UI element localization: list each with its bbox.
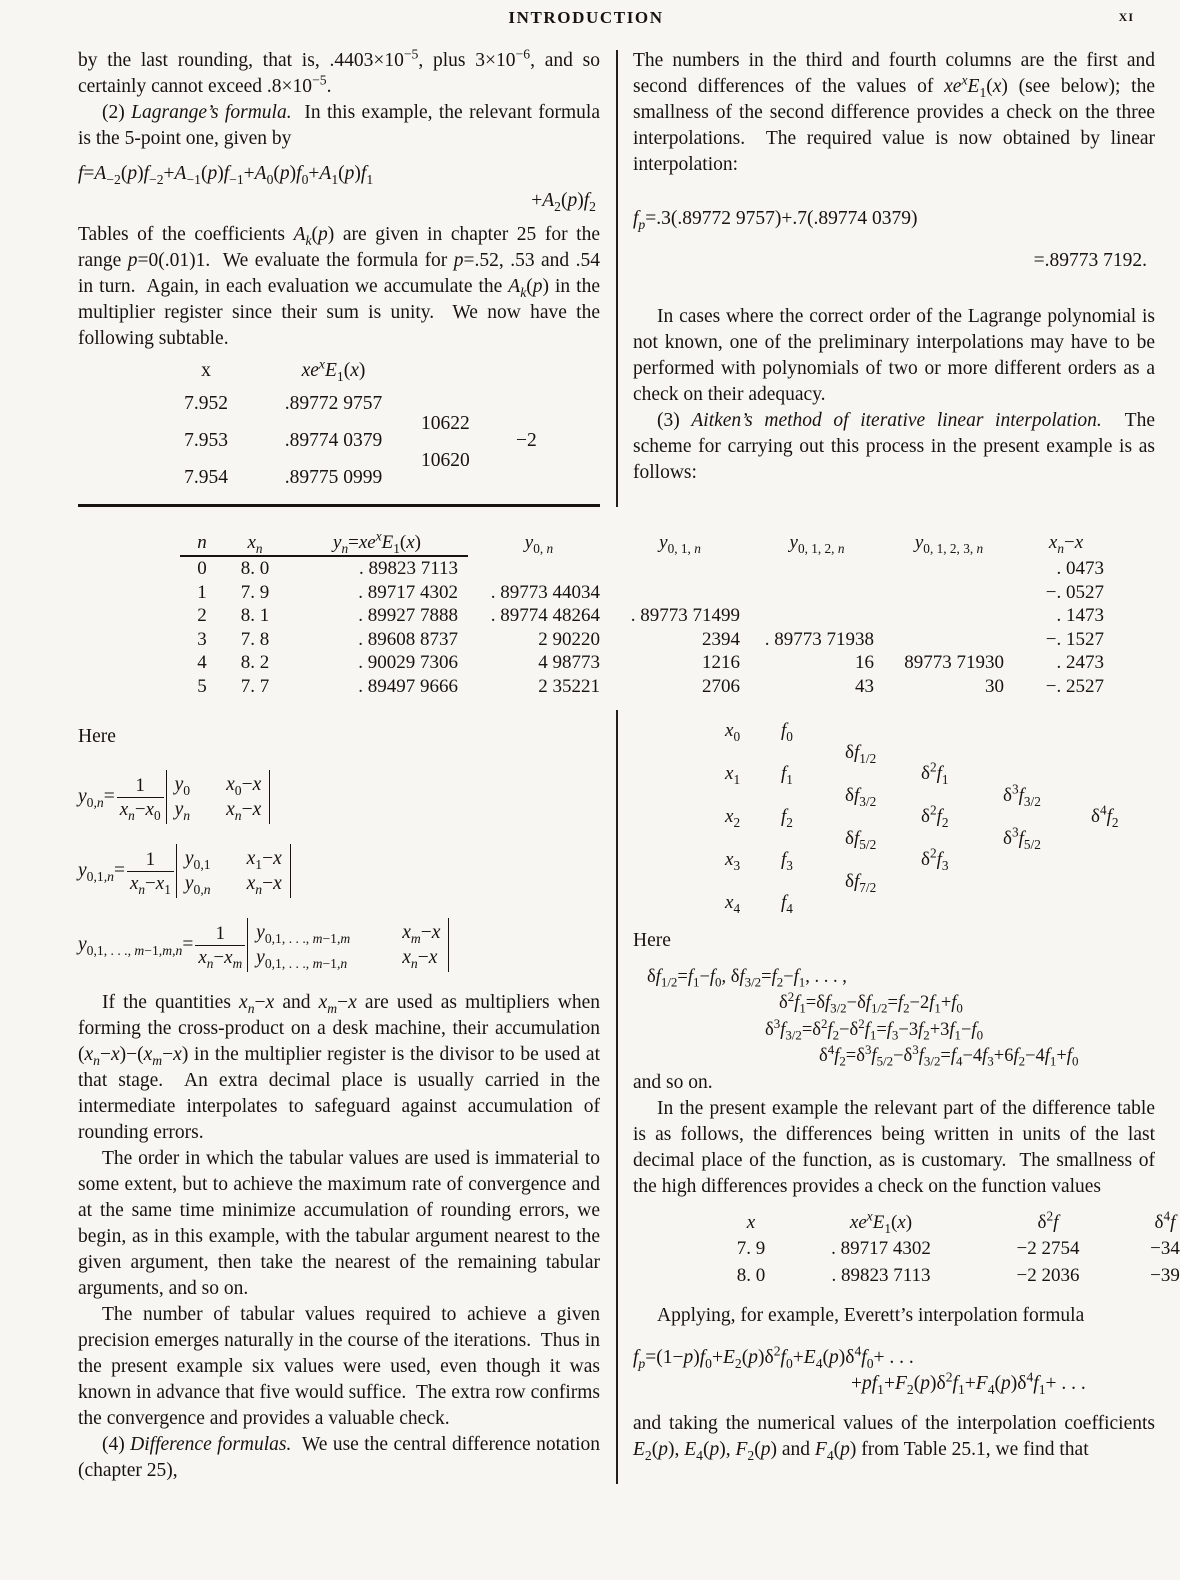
- table-cell: 1: [197, 581, 207, 603]
- table-cell: −39: [1150, 1264, 1180, 1286]
- determinant: [247, 918, 449, 972]
- diagram-item: $\delta^3f_{5/2}$: [1003, 824, 1041, 852]
- table-cell: 89773 71930: [904, 652, 1004, 673]
- fraction: [117, 774, 164, 821]
- fraction-numerator: 1: [135, 774, 145, 796]
- table-header-cell: $y_n=xe^xE_1(x)$: [286, 531, 468, 558]
- column-divider: [616, 50, 618, 507]
- det-cell: $y_{0,1, . . ., m-1,n}$: [256, 947, 348, 971]
- table-header-cell: $x_n$: [224, 531, 286, 558]
- diagram-item: $f_1$: [781, 763, 793, 787]
- top-section: [78, 48, 1164, 507]
- table-cell: 16: [855, 652, 874, 673]
- paragraph: and so on.: [633, 1071, 713, 1093]
- diagram-item: $x_0$: [725, 720, 741, 744]
- fraction: [127, 848, 174, 895]
- table-cell: . 1473: [1056, 605, 1104, 626]
- formula-lhs: $y_{0,1, . . ., m-1,m,n}=$: [78, 934, 194, 958]
- table-header-cell: $y_{0, 1, 2, 3, n}$: [914, 531, 984, 556]
- paragraph: Tables of the coefficients $A_k(p)$ are given in chapter 25 for the range p=0(.01)1. We evaluate the formula for p=.52, .53 and .54 in turn. Again, in each evaluation we accumulate the $A_k(p)$ in the multiplier register since their sum is unity. We now have the following subtable.: [78, 224, 601, 349]
- det-cell: $x_n-x$: [246, 873, 282, 897]
- determinant-formula: [78, 918, 600, 972]
- paragraph: and taking the numerical values of the interpolation coefficients $E_2(p)$, $E_4(p)$, $F_2(p)$ and $F_4(p)$ from Table 25.1, we find that: [633, 1413, 1155, 1463]
- table-cell: −. 1527: [1045, 628, 1104, 650]
- equation-line: $\delta f_{1/2}=f_1-f_0$, $\delta f_{3/2}=f_2-f_1$, . . . ,: [647, 966, 847, 990]
- table-cell: . 89823 7113: [831, 1264, 931, 1286]
- table-cell: . 89717 4302: [358, 581, 458, 603]
- det-cell: $y_{0,n}$: [184, 873, 211, 897]
- table-cell: 2 90220: [538, 628, 600, 650]
- table-cell: [884, 557, 1014, 581]
- paragraph: (2) Lagrange’s formula. In this example, the relevant formula is the 5-point one, given by: [78, 102, 600, 149]
- det-cell: $y_{0,1}$: [184, 848, 211, 872]
- diagram-item: $\delta f_{5/2}$: [845, 827, 877, 852]
- table-cell: [750, 557, 884, 581]
- paragraph: If the quantities $x_n-x$ and $x_m-x$ are used as multipliers when forming the cross-product on a desk machine, their accumulation $(x_n-x)-(x_m-x)$ in the multiplier register is the divisor to be used at that stage. An extra decimal place is usually carried in the intermediate interpolates to safeguard against accumulation of rounding errors.: [78, 992, 600, 1143]
- table-cell: . 89773 44034: [490, 581, 600, 603]
- diagram-item: $\delta^2f_2$: [921, 802, 949, 830]
- table-header-cell: x: [746, 1211, 756, 1233]
- table-cell: 5: [197, 675, 207, 697]
- diagram-item: $f_2$: [781, 806, 793, 830]
- table-cell: 10620: [421, 450, 470, 471]
- diagram-item: $x_3$: [725, 849, 741, 873]
- table-header-cell: $\delta^4f$: [1154, 1208, 1176, 1233]
- equation-line: $\delta^2f_1=\delta f_{3/2}-\delta f_{1/2}=f_2-2f_1+f_0$: [779, 988, 963, 1016]
- fraction-denominator: $x_n-x_1$: [127, 871, 174, 895]
- top-left-column: [78, 48, 600, 507]
- table-cell: 30: [985, 675, 1004, 697]
- page-title: INTRODUCTION: [508, 8, 664, 27]
- table-header-cell: $xe^xE_1(x)$: [301, 356, 366, 384]
- table-cell: 2: [197, 605, 207, 626]
- horizontal-rule: [78, 504, 600, 507]
- equation-line: $f_p=(1-p)f_0+E_2(p)\delta^2f_0+E_4(p)\delta^4f_0+$ . . .: [633, 1343, 914, 1371]
- diagram-item: $\delta f_{3/2}$: [845, 784, 877, 809]
- here-label: Here: [633, 929, 671, 951]
- table-cell: 8. 1: [240, 605, 270, 626]
- table-cell: 7. 7: [240, 675, 270, 697]
- table-cell: .89775 0999: [284, 467, 383, 488]
- paragraph: (3) Aitken’s method of iterative linear interpolation. The scheme for carrying out this process in the present example is as follows:: [633, 410, 1155, 483]
- table-cell: . 0473: [1056, 558, 1104, 579]
- table-cell: [884, 581, 1014, 605]
- diagram-item: $f_4$: [781, 892, 793, 916]
- table-cell: 7. 9: [240, 581, 270, 603]
- table-cell: [884, 628, 1014, 652]
- formula-lhs: $y_{0,n}=$: [78, 786, 115, 810]
- paragraph: The number of tabular values required to achieve a given precision emerges naturally in the course of the iterations. Thus in the present example six values were used, even though it was known in advance that five would suffice. The extra row confirms the convergence and provides a valuable check.: [78, 1304, 600, 1429]
- paragraph: The numbers in the third and fourth columns are the first and second differences of the values of $xe^xE_1(x)$ (see below); the smallness of the second difference provides a check on the three interpolations. The required value is now obtained by linear interpolation:: [633, 50, 1155, 175]
- det-cell: $y_{0,1, . . ., m-1,m}$: [256, 922, 351, 946]
- diagram-item: $\delta^4f_2$: [1091, 802, 1119, 830]
- equation-line: $+A_2(p)f_2$: [531, 190, 596, 214]
- bottom-section: [78, 708, 1180, 1484]
- table-cell: 43: [855, 675, 874, 697]
- table-cell: −2: [516, 430, 537, 451]
- table-cell: .89774 0379: [284, 430, 383, 451]
- table-cell: 2706: [702, 675, 740, 697]
- table-cell: −34: [1150, 1238, 1180, 1259]
- table-cell: 7.952: [184, 393, 228, 414]
- det-cell: $x_n-x$: [226, 799, 262, 823]
- aitken-iteration-table: [180, 528, 1164, 699]
- table-cell: . 89773 71938: [764, 628, 874, 650]
- paragraph: Applying, for example, Everett’s interpolation formula: [657, 1305, 1085, 1326]
- equation-line: $f=A_{-2}(p)f_{-2}+A_{-1}(p)f_{-1}+A_0(p)f_0+A_1(p)f_1$: [78, 163, 374, 187]
- paragraph: by the last rounding, that is, $.4403\times 10^{-5}$, plus $3\times 10^{-6}$, and so certainly cannot exceed $.8\times 10^{-5}$.: [78, 46, 600, 97]
- determinant-formula: [78, 844, 600, 898]
- fraction-denominator: $x_n-x_m$: [195, 945, 245, 969]
- table-cell: . 89497 9666: [358, 675, 458, 697]
- diagram-item: $x_1$: [725, 763, 741, 787]
- table-cell: . 89823 7113: [358, 558, 458, 579]
- table-cell: [468, 557, 610, 581]
- diagram-item: $x_2$: [725, 806, 741, 830]
- table-cell: −2 2754: [1016, 1238, 1080, 1259]
- determinant: [166, 770, 271, 824]
- table-cell: 7. 9: [736, 1238, 766, 1259]
- table-cell: [884, 604, 1014, 628]
- table-cell: 2394: [702, 628, 740, 650]
- bottom-right-column: [633, 708, 1180, 1484]
- diagram-item: $\delta^2f_1$: [921, 759, 949, 787]
- table-cell: 7.954: [184, 467, 228, 488]
- paragraph: In the present example the relevant part of the difference table is as follows, the differences being written in units of the last decimal place of the function, as is customary. The smallness of the high differences provides a check on the function values: [633, 1097, 1155, 1197]
- table-header-cell: $y_{0, 1, n}$: [659, 531, 701, 556]
- paragraph: (4) Difference formulas. We use the central difference notation (chapter 25),: [78, 1434, 600, 1481]
- difference-table: [719, 1208, 1180, 1290]
- table-cell: . 89717 4302: [831, 1238, 931, 1259]
- paragraph: The order in which the tabular values are used is immaterial to some extent, but to achieve the maximum rate of convergence and at the same time minimize accumulation of rounding errors, we begin, as in this example, with the tabular argument nearest to the given argument, then take the nearest of the remaining tabular arguments, and so on.: [78, 1148, 600, 1299]
- table-cell: 0: [197, 558, 207, 579]
- table-cell: [750, 604, 884, 628]
- diagram-item: $x_4$: [725, 892, 741, 916]
- table-cell: [750, 581, 884, 605]
- table-header-cell: n: [180, 531, 224, 558]
- here-label: Here: [78, 726, 116, 747]
- page-number: xi: [1118, 6, 1134, 25]
- fraction-denominator: $x_n-x_0$: [117, 797, 164, 821]
- det-cell: $x_0-x$: [226, 774, 262, 798]
- table-cell: [610, 557, 750, 581]
- diagram-item: $\delta f_{7/2}$: [845, 870, 877, 895]
- table-cell: . 89608 8737: [358, 628, 458, 650]
- table-cell: . 89773 71499: [630, 605, 740, 626]
- fraction-numerator: 1: [215, 922, 225, 944]
- table-cell: . 89774 48264: [490, 605, 600, 626]
- table-cell: −. 2527: [1045, 675, 1104, 697]
- det-cell: $x_m-x$: [402, 922, 441, 946]
- table-cell: −. 0527: [1045, 581, 1104, 603]
- table-cell: 7.953: [184, 430, 228, 451]
- table-cell: . 90029 7306: [358, 652, 458, 673]
- equation-line: $+pf_1+F_2(p)\delta^2f_1+F_4(p)\delta^4f_1+$ . . .: [851, 1369, 1086, 1397]
- determinant: [176, 844, 291, 898]
- det-cell: $y_0$: [174, 774, 191, 798]
- det-cell: $x_1-x$: [246, 848, 282, 872]
- diagram-item: $\delta^2f_3$: [921, 845, 949, 873]
- table-header-cell: $x_n-x$: [1048, 531, 1084, 556]
- table-cell: 10622: [421, 413, 470, 434]
- equation-line: $f_p=.3(.89772$ 9757)+.7(.89774 0379): [633, 208, 918, 232]
- table-cell: 4: [197, 652, 207, 673]
- table-cell: 3: [197, 628, 207, 650]
- det-cell: $y_n$: [174, 799, 191, 823]
- diagram-item: $f_3$: [781, 849, 793, 873]
- formula-lhs: $y_{0,1,n}=$: [78, 860, 125, 884]
- table-cell: [610, 581, 750, 605]
- table-cell: 2 35221: [538, 675, 600, 697]
- diagram-item: $\delta f_{1/2}$: [845, 741, 877, 766]
- table-cell: 4 98773: [538, 652, 600, 673]
- paragraph: In cases where the correct order of the Lagrange polynomial is not known, one of the preliminary interpolations may have to be performed with polynomials of two or more different orders as a check on their adequacy.: [633, 306, 1155, 405]
- table-header-cell: $\delta^2f$: [1037, 1208, 1059, 1233]
- table-cell: −2 2036: [1016, 1264, 1080, 1286]
- table-header-cell: x: [201, 360, 211, 381]
- bottom-left-column: [78, 708, 600, 1484]
- determinant-formula: [78, 770, 600, 824]
- table-header-cell: $xe^xE_1(x)$: [849, 1208, 913, 1236]
- table-cell: 8. 2: [240, 652, 270, 673]
- top-right-column: [633, 48, 1155, 507]
- equation-line: $\delta^4f_2=\delta^3f_{5/2}-\delta^3f_{3/2}=f_4-4f_3+6f_2-4f_1+f_0$: [819, 1041, 1079, 1069]
- diagram-item: $\delta^3f_{3/2}$: [1003, 781, 1041, 809]
- column-divider: [616, 710, 618, 1484]
- table-cell: 7. 8: [240, 628, 270, 650]
- fraction-numerator: 1: [145, 848, 156, 870]
- table-header-cell: $y_{0, n}$: [524, 531, 554, 556]
- table-header-cell: $y_{0, 1, 2, n}$: [789, 531, 845, 556]
- difference-diagram: [725, 720, 1155, 914]
- table-cell: 8. 0: [240, 558, 270, 579]
- det-cell: $x_n-x$: [402, 947, 438, 971]
- diagram-item: $f_0$: [781, 720, 793, 744]
- table-cell: .89772 9757: [284, 393, 383, 414]
- interpolation-subtable: [166, 356, 600, 489]
- page-header: [78, 8, 1164, 48]
- fraction: [195, 922, 245, 969]
- table-cell: 8. 0: [736, 1264, 766, 1286]
- equation-line: =.89773 7192.: [1033, 250, 1147, 271]
- table-cell: . 89927 7888: [358, 605, 458, 626]
- table-cell: 1216: [702, 652, 740, 673]
- table-cell: . 2473: [1056, 652, 1104, 673]
- equation-line: $\delta^3f_{3/2}=\delta^2f_2-\delta^2f_1=f_3-3f_2+3f_1-f_0$: [765, 1015, 984, 1043]
